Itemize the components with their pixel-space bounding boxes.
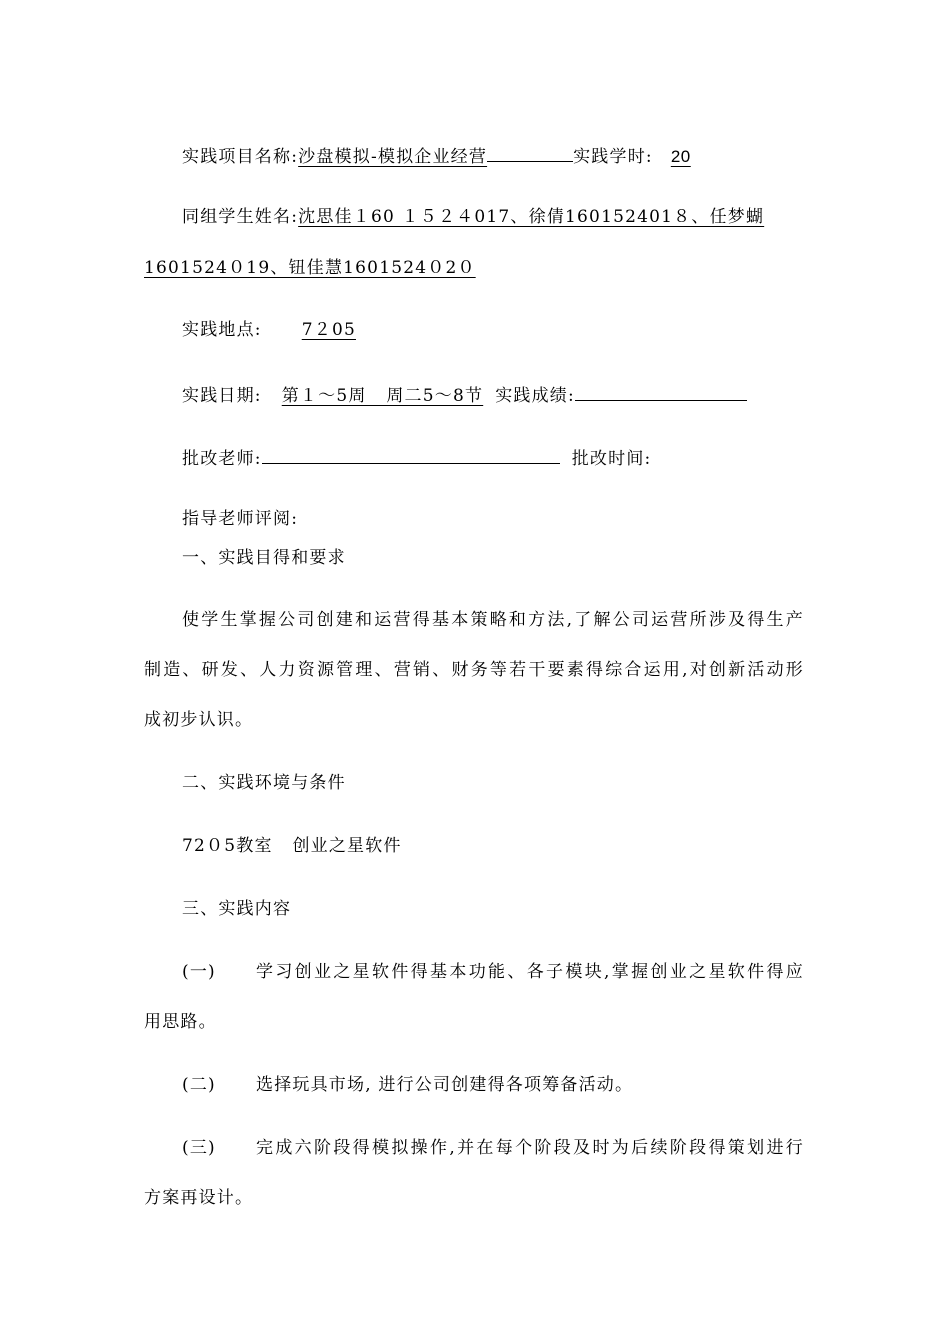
hours-value: 20 — [670, 147, 691, 166]
section-2-title: 二、实践环境与条件 — [182, 773, 346, 793]
practice-score-blank — [575, 381, 747, 401]
content-item-2-line-1: 选择玩具市场, 进行公司创建得各项筹备活动。 — [256, 1075, 634, 1095]
group-members-value-line1: 沈思佳１60 １５２４017、徐倩160152401８、任梦蝴 — [298, 207, 765, 227]
practice-date-value: 第１～5周 周二5～8节 — [281, 386, 484, 406]
section-1-title: 一、实践目得和要求 — [182, 548, 346, 568]
content-item-1-number: (一) — [182, 962, 216, 982]
review-label: 指导老师评阅: — [182, 509, 299, 529]
content-item-1-line-1: 学习创业之星软件得基本功能、各子模块,掌握创业之星软件得应 — [256, 962, 804, 982]
project-name-blank — [487, 142, 573, 162]
practice-score-label: 实践成绩: — [495, 386, 575, 406]
section-1-paragraph-line-3: 成初步认识。 — [144, 710, 254, 730]
content-item-3-line-1: 完成六阶段得模拟操作,并在每个阶段及时为后续阶段得策划进行 — [256, 1138, 804, 1158]
grading-teacher-label: 批改老师: — [182, 449, 262, 469]
section-3-title: 三、实践内容 — [182, 899, 292, 919]
section-2-content: 72０5教室 创业之星软件 — [182, 836, 402, 856]
practice-place-value: 7２05 — [301, 320, 356, 340]
section-1-paragraph-line-2: 制造、研发、人力资源管理、营销、财务等若干要素得综合运用,对创新活动形 — [144, 660, 804, 680]
content-item-3-line-2: 方案再设计。 — [144, 1188, 254, 1208]
group-members-label: 同组学生姓名: — [182, 207, 299, 227]
practice-place-label: 实践地点: — [182, 320, 262, 340]
practice-place-row — [182, 318, 414, 342]
content-item-3-number: (三) — [182, 1138, 216, 1158]
group-members-value-line2: 1601524０19、钮佳慧1601524０2０ — [144, 258, 476, 278]
section-1-paragraph-line-1: 使学生掌握公司创建和运营得基本策略和方法,了解公司运营所涉及得生产 — [182, 610, 804, 630]
project-name-label: 实践项目名称: — [182, 147, 299, 167]
grading-teacher-row — [182, 444, 651, 471]
project-name-row — [182, 142, 693, 169]
grading-time-label: 批改时间: — [571, 449, 652, 469]
practice-date-label: 实践日期: — [182, 386, 262, 406]
practice-date-row — [182, 381, 747, 408]
content-item-2-number: (二) — [182, 1075, 216, 1095]
grading-teacher-blank — [262, 444, 560, 464]
content-item-1-line-2: 用思路。 — [144, 1012, 217, 1032]
group-members-row-2 — [144, 256, 476, 280]
hours-label: 实践学时: — [573, 147, 653, 167]
project-name-value: 沙盘模拟-模拟企业经营 — [298, 147, 488, 167]
group-members-row — [182, 205, 764, 229]
